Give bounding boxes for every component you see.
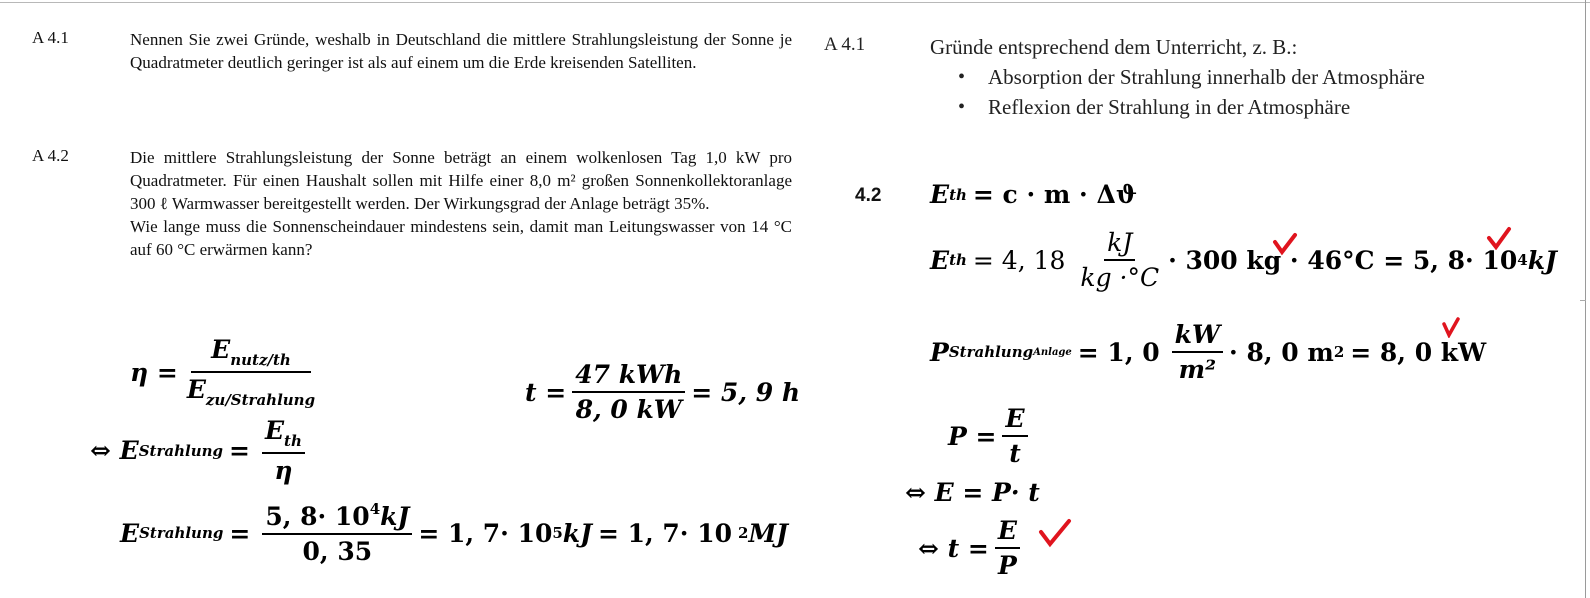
- lhs: ⇔ E: [90, 436, 139, 465]
- subscript: th: [949, 185, 967, 204]
- exponent: 5: [552, 524, 563, 542]
- eq-time-result: [525, 360, 800, 424]
- eq-e-strahlung-formula: [90, 416, 311, 485]
- fraction: [262, 416, 305, 485]
- exponent: 2: [1333, 343, 1345, 361]
- numerator: E: [1002, 404, 1027, 437]
- symbol: P: [930, 337, 949, 367]
- unit: MJ: [748, 518, 788, 548]
- ruler-tick: [1580, 300, 1586, 301]
- eq-eth-calc: [930, 228, 1557, 292]
- exponent: 4: [369, 500, 381, 518]
- product: · 8, 0 m: [1229, 337, 1334, 367]
- fraction: [262, 500, 412, 566]
- lhs: P =: [948, 421, 997, 451]
- numerator: 47 kWh: [572, 360, 685, 393]
- subsubscript: Anlage: [1033, 346, 1072, 358]
- symbol: E: [120, 518, 140, 548]
- subscript: Strahlung: [948, 343, 1034, 361]
- eq-eth-definition: [930, 180, 1143, 209]
- subscript: zu/Strahlung: [205, 391, 316, 409]
- task-text-a42-body: Die mittlere Strahlungsleistung der Sonne beträgt an einem wolkenlosen Tag 1,0 kW pro Quadratmeter. Für einen Haushalt sollen mit Hilfe einer 8,0 m² großen Sonnenkollektoranlage 300 ℓ Warmwasser bereitgestellt werden. Der Wirkungsgrad der Anlage beträgt 35%.: [130, 148, 792, 213]
- eq-efficiency: [130, 335, 324, 409]
- checkmark-icon: [1272, 232, 1298, 256]
- eq-power-plant: [930, 320, 1492, 384]
- page-top-border: [0, 2, 1590, 3]
- subscript: th: [949, 251, 967, 269]
- eq-e-strahlung-calc: [120, 500, 788, 566]
- denominator: kg ·°C: [1080, 263, 1160, 292]
- exponent: 4: [1517, 251, 1528, 269]
- fraction: [572, 360, 685, 424]
- task-label-a42: A 4.2: [32, 146, 69, 165]
- task-text-a42: [130, 146, 792, 261]
- checkmark-icon: [1038, 518, 1072, 548]
- solution-a41-bullets: [930, 62, 1570, 122]
- constant: = 1, 0: [1077, 337, 1160, 367]
- task-question-a42: Wie lange muss die Sonnenscheindauer mindestens sein, damit man Leitungswasser von 14 °C auf 60 °C erwärmen kann?: [130, 217, 792, 259]
- numerator: E: [995, 516, 1020, 549]
- bullet-item: • Absorption der Strahlung innerhalb der Atmosphäre: [930, 62, 1570, 92]
- denominator: m²: [1178, 355, 1217, 384]
- subscript: Strahlung: [139, 524, 224, 542]
- fraction: [1077, 228, 1162, 292]
- subscript: Strahlung: [138, 441, 224, 460]
- product: · 300 kg · 46°C = 5, 8· 10: [1168, 245, 1518, 275]
- unit: kJ: [562, 518, 592, 548]
- denominator: 0, 35: [302, 537, 373, 566]
- fraction: [184, 335, 318, 409]
- task-text-a41: Nennen Sie zwei Gründe, weshalb in Deutschland die mittlere Strahlungsleistung der Sonne je Quadratmeter deutlich geringer ist als auf einem um die Erde kreisenden Satelliten.: [130, 30, 792, 72]
- solution-label-a42: 4.2: [855, 185, 882, 206]
- denominator: η: [274, 456, 293, 485]
- exponent: 2: [738, 524, 749, 542]
- unit: kJ: [1527, 245, 1557, 275]
- checkmark-icon: [1441, 316, 1461, 338]
- checkmark-icon: [1486, 226, 1512, 250]
- equals: =: [229, 436, 250, 465]
- lhs: t =: [525, 377, 567, 407]
- subscript: th: [284, 432, 302, 450]
- mantissa: 5, 8· 10: [265, 502, 370, 531]
- eq-power-def: [948, 404, 1034, 468]
- eq-energy: [905, 478, 1040, 507]
- solution-a41: [930, 32, 1570, 122]
- task-label-a41: A 4.1: [32, 28, 69, 47]
- subscript: nutz/th: [230, 351, 291, 369]
- equation-text: ⇔ E = P· t: [905, 478, 1040, 507]
- numerator: [262, 416, 305, 454]
- symbol: E: [211, 335, 231, 364]
- symbol: E: [264, 416, 285, 445]
- page-right-border: [1585, 0, 1586, 598]
- denominator: 8, 0 kW: [575, 395, 682, 424]
- numerator: kJ: [1104, 228, 1135, 261]
- unit: kJ: [380, 502, 410, 531]
- lhs: ⇔ t =: [918, 533, 989, 563]
- numerator: [262, 500, 412, 535]
- constant: = 4, 18: [972, 245, 1066, 275]
- result-mj: = 1, 7· 10: [597, 518, 732, 548]
- numerator: [191, 335, 311, 373]
- solution-a41-intro: Gründe entsprechend dem Unterricht, z. B.:: [930, 35, 1298, 59]
- result-kj: = 1, 7· 10: [418, 518, 553, 548]
- fraction: [1172, 320, 1223, 384]
- fraction: [995, 516, 1020, 580]
- denominator: P: [997, 551, 1017, 580]
- lhs: η =: [130, 357, 178, 387]
- solution-label-a41: A 4.1: [824, 34, 866, 55]
- result: = 8, 0 kW: [1350, 337, 1487, 367]
- symbol: E: [186, 375, 206, 404]
- denominator: t: [1009, 439, 1021, 468]
- denominator: [184, 373, 318, 409]
- bullet-item: • Reflexion der Strahlung in der Atmosphäre: [930, 92, 1570, 122]
- fraction: [1002, 404, 1027, 468]
- eq-time: [918, 516, 1026, 580]
- result: = 5, 9 h: [691, 377, 801, 407]
- symbol: E: [930, 245, 950, 275]
- symbol: E: [930, 180, 950, 209]
- equals: =: [229, 518, 251, 548]
- rhs: = c · m · Δϑ: [972, 180, 1138, 209]
- numerator: kW: [1172, 320, 1223, 353]
